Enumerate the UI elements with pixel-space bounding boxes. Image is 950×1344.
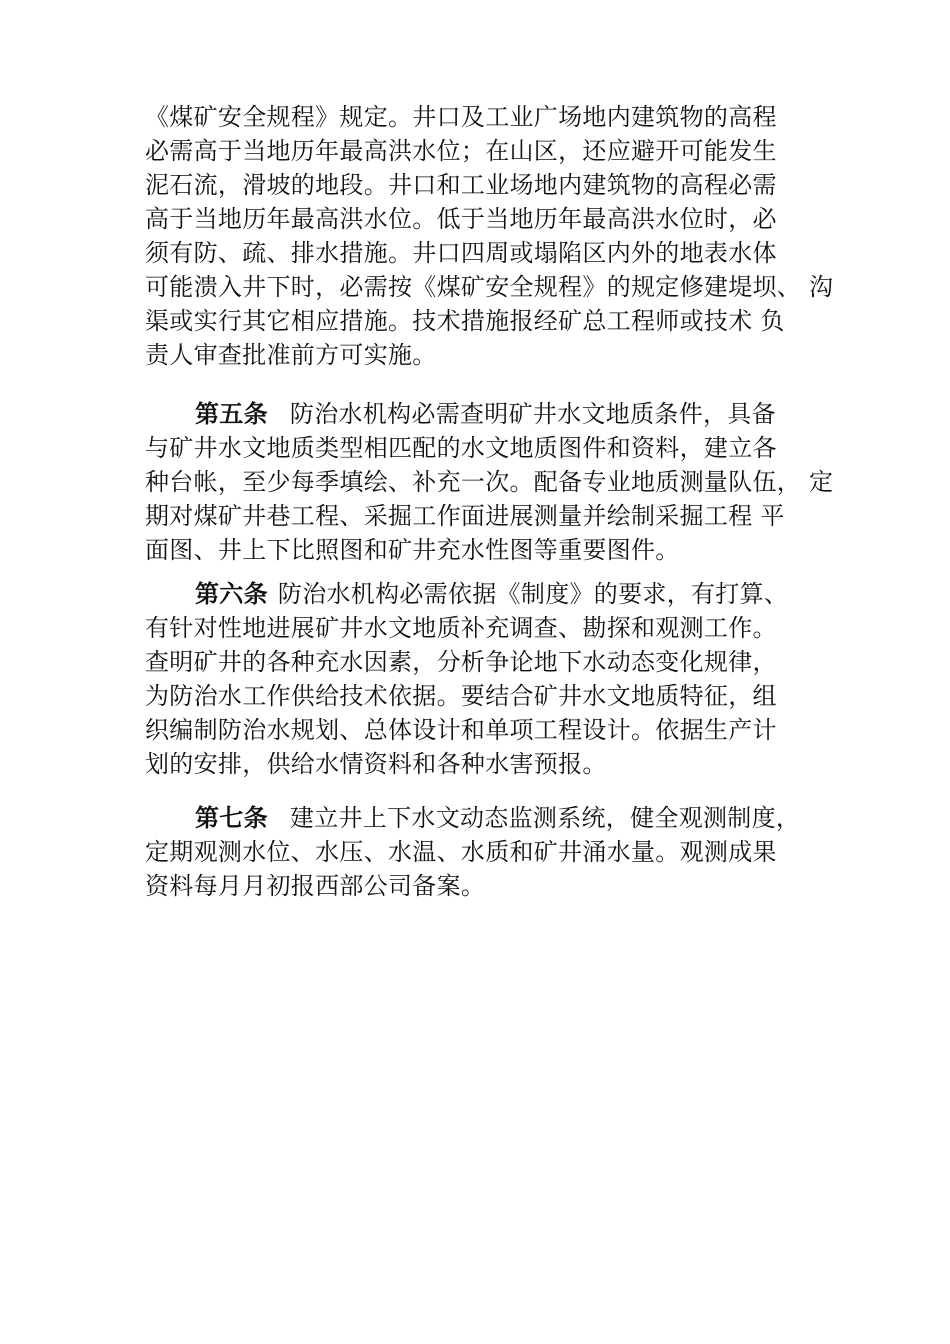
text-line: 种台帐，至少每季填绘、补充一次。配备专业地质测量队伍， 定 xyxy=(145,468,834,496)
article-7-heading: 第七条 xyxy=(195,804,268,832)
text-line: 为防治水工作供给技术依据。要结合矿井水文地质特征，组 xyxy=(145,682,777,710)
article-6 xyxy=(145,577,845,781)
text-line: 有针对性地进展矿井水文地质补充调查、勘探和观测工作。 xyxy=(145,614,777,642)
article-7 xyxy=(145,801,845,903)
article-5-heading: 第五条 xyxy=(195,400,268,428)
text-line: 面图、井上下比照图和矿井充水性图等重要图件。 xyxy=(145,536,680,564)
article-7-text: 建立井上下水文动态监测系统，健全观测制度， xyxy=(289,804,801,832)
paragraph-regulation-continuation xyxy=(145,100,845,372)
text-line: 查明矿井的各种充水因素，分析争论地下水动态变化规律， xyxy=(145,648,777,676)
text-line: 渠或实行其它相应措施。技术措施报经矿总工程师或技术 负 xyxy=(145,307,785,335)
text-line: 高于当地历年最高洪水位。低于当地历年最高洪水位时，必 xyxy=(145,205,777,233)
text-line: 须有防、疏、排水措施。井口四周或塌陷区内外的地表水体 xyxy=(145,239,777,267)
text-line: 与矿井水文地质类型相匹配的水文地质图件和资料，建立各 xyxy=(145,434,777,462)
text-line: 《煤矿安全规程》规定。井口及工业广场地内建筑物的高程 xyxy=(145,103,777,131)
article-6-heading: 第六条 xyxy=(195,580,268,608)
article-5-first-line xyxy=(145,397,845,431)
text-line: 泥石流，滑坡的地段。井口和工业场地内建筑物的高程必需 xyxy=(145,171,777,199)
article-6-text: 防治水机构必需依据《制度》的要求，有打算、 xyxy=(277,580,789,608)
article-5 xyxy=(145,397,845,567)
text-line: 织编制防治水规划、总体设计和单项工程设计。依据生产计 xyxy=(145,716,777,744)
text-line: 定期观测水位、水压、水温、水质和矿井涌水量。观测成果 xyxy=(145,838,777,866)
article-7-first-line xyxy=(145,801,845,835)
article-5-text: 防治水机构必需查明矿井水文地质条件，具备 xyxy=(289,400,776,428)
text-line: 责人审查批准前方可实施。 xyxy=(145,341,437,369)
text-line: 可能溃入井下时，必需按《煤矿安全规程》的规定修建堤坝、 沟 xyxy=(145,273,834,301)
text-line: 必需高于当地历年最高洪水位；在山区，还应避开可能发生 xyxy=(145,137,777,165)
text-line: 期对煤矿井巷工程、采掘工作面进展测量并绘制采掘工程 平 xyxy=(145,502,785,530)
text-line: 资料每月月初报西部公司备案。 xyxy=(145,872,486,900)
article-6-first-line xyxy=(145,577,845,611)
text-line: 划的安排，供给水情资料和各种水害预报。 xyxy=(145,750,607,778)
